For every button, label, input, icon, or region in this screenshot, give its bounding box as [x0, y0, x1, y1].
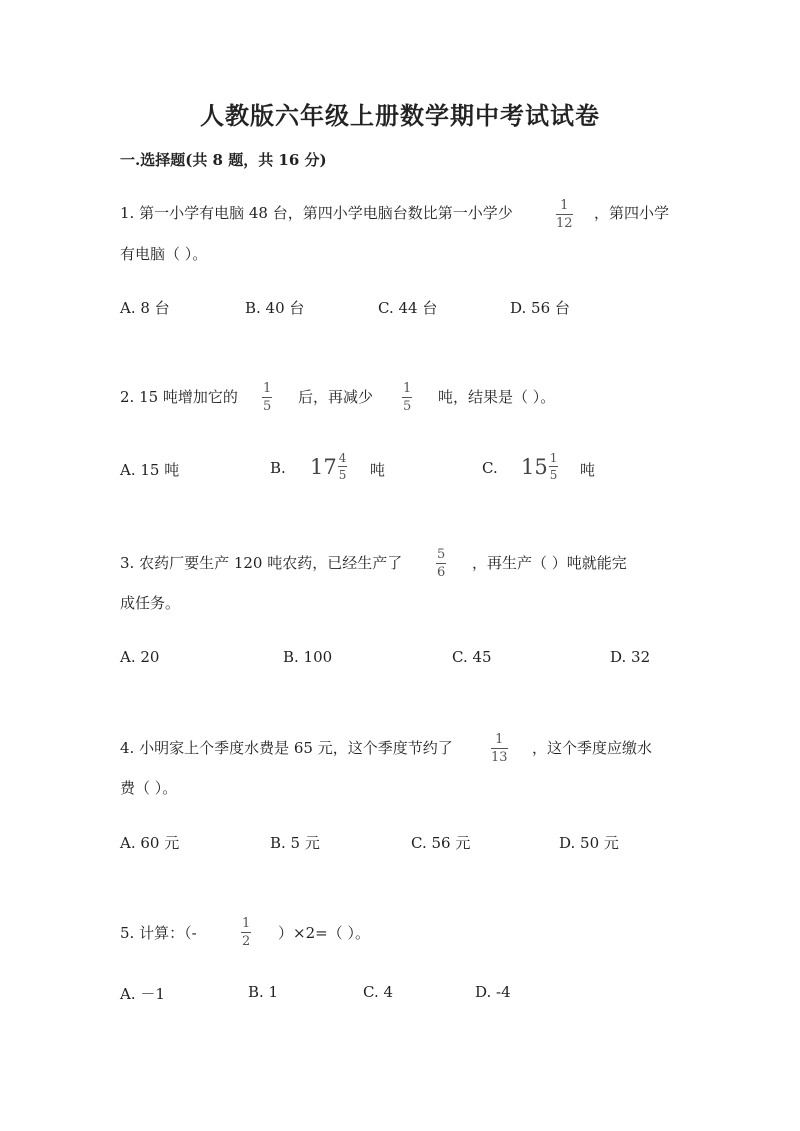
fraction-numerator: 4: [338, 451, 347, 465]
question-4-option-a[interactable]: A. 60 元: [120, 834, 180, 852]
question-5-text: 5. 计算：（-: [120, 924, 197, 942]
question-1-option-c[interactable]: C. 44 台: [378, 299, 438, 317]
fraction-numerator: 1: [560, 198, 569, 213]
question-2-option-c-unit: 吨: [580, 461, 596, 479]
question-2-text: 2. 15 吨增加它的: [120, 388, 238, 406]
question-1-option-d[interactable]: D. 56 台: [510, 299, 570, 317]
fraction-denominator: 12: [556, 216, 573, 231]
question-2-fraction-2: [402, 382, 412, 413]
question-3-option-b[interactable]: B. 100: [283, 648, 333, 666]
question-1-option-a[interactable]: A. 8 台: [120, 299, 170, 317]
question-2-option-a[interactable]: A. 15 吨: [120, 461, 180, 479]
question-5-option-d[interactable]: D. -4: [475, 983, 511, 1001]
question-2-option-b-label[interactable]: B.: [270, 459, 286, 477]
mixed-number-fraction: [338, 452, 348, 481]
question-5-option-a[interactable]: A. －1: [120, 985, 165, 1003]
question-4-fraction: [491, 733, 508, 764]
question-5-text-continued: ）×2=（ ）。: [278, 924, 370, 942]
question-4-text-continued: ，这个季度应缴水: [532, 739, 653, 757]
fraction-numerator: 1: [263, 381, 272, 396]
fraction-numerator: 1: [403, 381, 412, 396]
question-5-option-b[interactable]: B. 1: [248, 983, 279, 1001]
fraction-denominator: 2: [242, 934, 251, 949]
fraction-denominator: 5: [263, 399, 272, 414]
question-3-text-line2: 成任务。: [120, 594, 181, 612]
question-3-text: 3. 农药厂要生产 120 吨农药，已经生产了: [120, 554, 403, 572]
question-5-fraction: [241, 917, 251, 948]
question-1-text: 1. 第一小学有电脑 48 台，第四小学电脑台数比第一小学少: [120, 204, 513, 222]
fraction-numerator: 1: [242, 916, 251, 931]
question-2-text-end: 吨，结果是（ ）。: [438, 388, 556, 406]
question-3-option-d[interactable]: D. 32: [610, 648, 651, 666]
question-2-text-middle: 后，再减少: [298, 388, 374, 406]
mixed-number-whole: 15: [521, 454, 548, 479]
fraction-denominator: 6: [437, 565, 446, 580]
mixed-number-whole: 17: [310, 454, 337, 479]
section-heading: 一.选择题(共 8 题，共 16 分): [120, 151, 327, 169]
question-4-option-c[interactable]: C. 56 元: [411, 834, 471, 852]
question-4-text-line2: 费（ ）。: [120, 779, 178, 797]
fraction-denominator: 5: [338, 468, 347, 482]
question-1-text-line2: 有电脑（ ）。: [120, 245, 208, 263]
question-2-option-b-mixed-number: [310, 452, 347, 481]
question-1-fraction: [556, 199, 573, 230]
question-3-option-a[interactable]: A. 20: [120, 648, 160, 666]
question-2-option-c-label[interactable]: C.: [482, 459, 498, 477]
question-1-option-b[interactable]: B. 40 台: [245, 299, 305, 317]
question-2-option-c-mixed-number: [521, 452, 558, 481]
question-2-fraction-1: [262, 382, 272, 413]
question-1-text-continued: ，第四小学: [594, 204, 670, 222]
fraction-numerator: 1: [495, 732, 504, 747]
mixed-number-fraction: [549, 452, 559, 481]
fraction-denominator: 13: [491, 750, 508, 765]
question-4-option-b[interactable]: B. 5 元: [270, 834, 320, 852]
question-4-text: 4. 小明家上个季度水费是 65 元，这个季度节约了: [120, 739, 453, 757]
fraction-denominator: 5: [403, 399, 412, 414]
question-3-fraction: [436, 548, 446, 579]
fraction-numerator: 5: [437, 547, 446, 562]
fraction-denominator: 5: [549, 468, 558, 482]
question-2-option-b-unit: 吨: [370, 461, 386, 479]
exam-title: 人教版六年级上册数学期中考试试卷: [200, 101, 600, 130]
question-5-option-c[interactable]: C. 4: [363, 983, 394, 1001]
fraction-numerator: 1: [549, 451, 558, 465]
question-3-option-c[interactable]: C. 45: [452, 648, 492, 666]
question-3-text-continued: ，再生产（ ）吨就能完: [472, 554, 627, 572]
question-4-option-d[interactable]: D. 50 元: [559, 834, 619, 852]
